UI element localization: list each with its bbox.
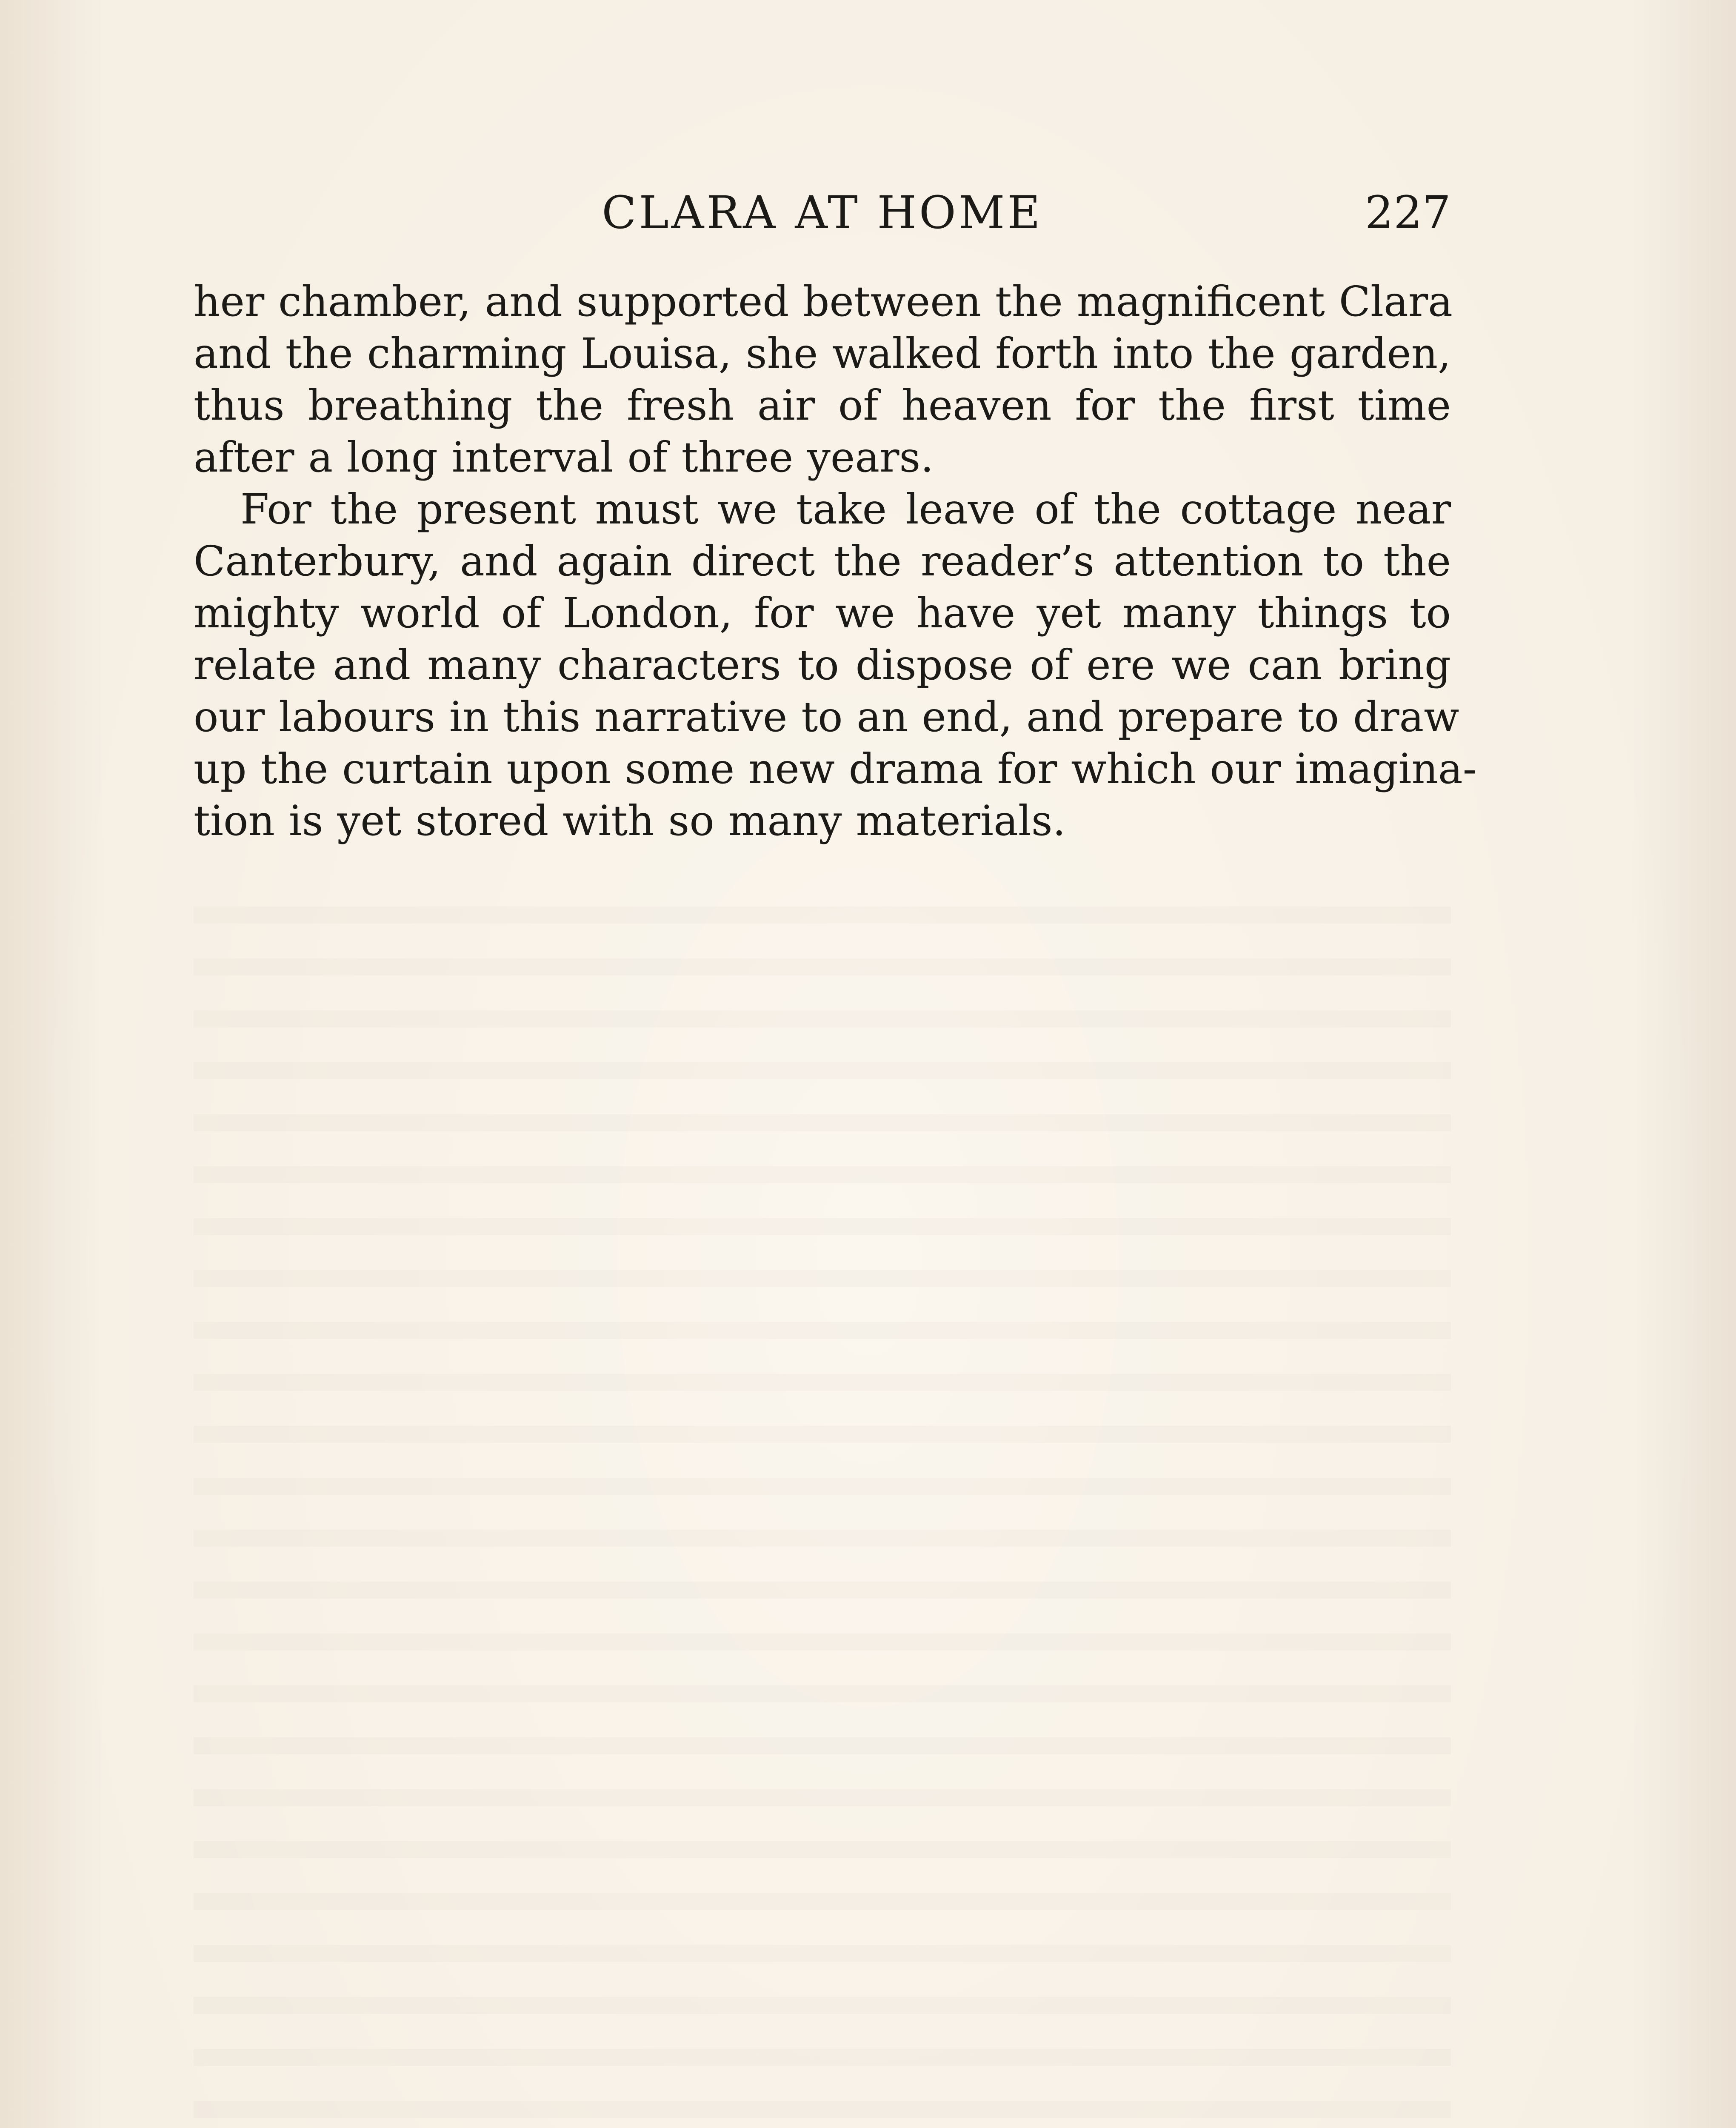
text-line: after a long interval of three years. <box>194 433 934 481</box>
running-title: CLARA AT HOME <box>602 186 1043 239</box>
text-line: tion is yet stored with so many materials. <box>194 797 1066 845</box>
paragraph-1 <box>194 276 1451 483</box>
page-number: 227 <box>1365 186 1451 239</box>
body-text <box>194 276 1477 847</box>
text-line: relate and many characters to dispose of ere we can bring <box>194 641 1451 689</box>
text-line: Canterbury, and again direct the reader’s attention to the <box>194 537 1451 585</box>
text-line: For the present must we take leave of the cottage near <box>240 485 1451 533</box>
running-head <box>194 183 1451 243</box>
text-line: and the charming Louisa, she walked forth into the garden, <box>194 329 1451 378</box>
text-line: her chamber, and supported between the magnificent Clara <box>194 277 1453 326</box>
show-through-texture <box>194 907 1451 2128</box>
text-line: mighty world of London, for we have yet many things to <box>194 589 1451 637</box>
text-line: thus breathing the fresh air of heaven for the first time <box>194 381 1451 429</box>
paragraph-2 <box>194 483 1477 847</box>
text-line: our labours in this narrative to an end, and prepare to draw <box>194 693 1459 741</box>
text-line: up the curtain upon some new drama for which our imagina- <box>194 745 1477 793</box>
